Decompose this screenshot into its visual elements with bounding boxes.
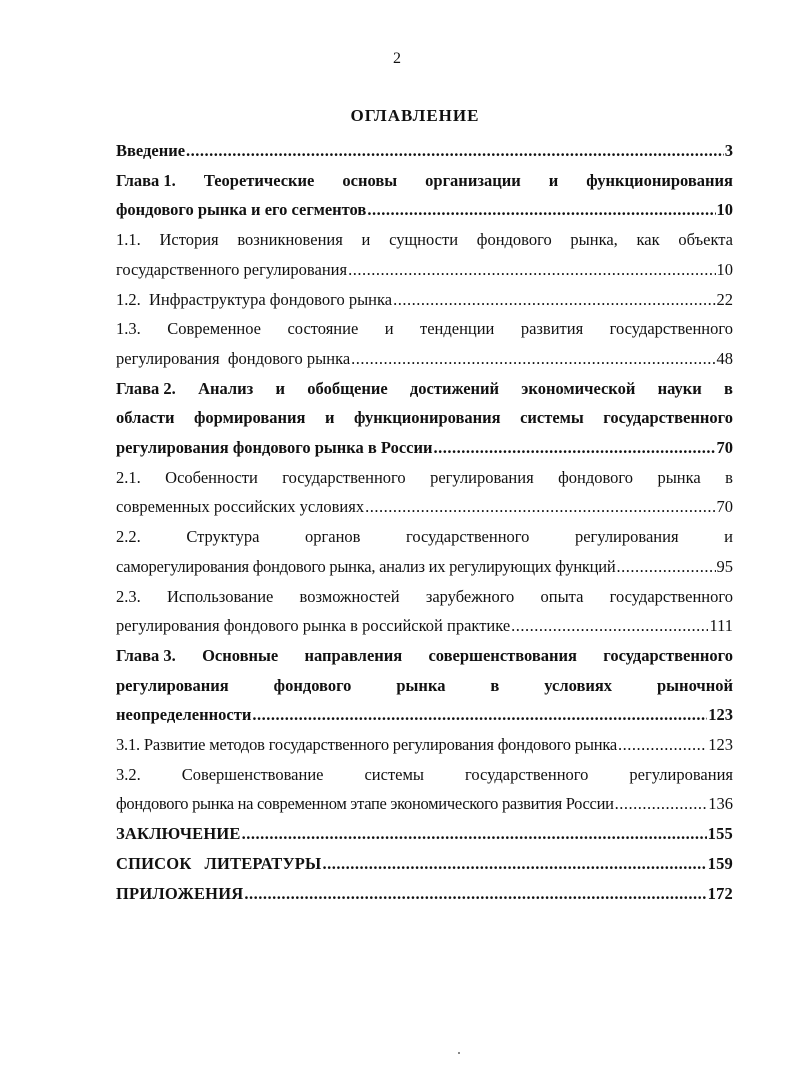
- word: рынка,: [570, 230, 618, 250]
- toc-entry-title: СПИСОК ЛИТЕРАТУРЫ: [116, 853, 322, 873]
- toc-entry-title: фондового рынка на современном этапе экономического развития России: [116, 794, 614, 814]
- toc-entry-line: [116, 374, 733, 404]
- toc-entry-page: 111: [709, 616, 733, 636]
- toc-entry-line: [116, 314, 733, 344]
- toc-entry-conclusion[interactable]: [116, 819, 733, 849]
- toc-entry-references[interactable]: [116, 849, 733, 879]
- toc-entry-appendices[interactable]: [116, 879, 733, 909]
- toc-entry-title: 1.2. Инфраструктура фондового рынка: [116, 289, 393, 309]
- dot-leader: [252, 700, 707, 730]
- word: Анализ: [198, 378, 254, 398]
- dot-leader: [322, 849, 706, 879]
- scan-speck: [458, 1052, 460, 1054]
- word: состояние: [287, 319, 359, 339]
- toc-entry-intro[interactable]: [116, 136, 733, 166]
- dot-leader: [393, 285, 715, 315]
- toc-entry-1-2[interactable]: [116, 285, 733, 315]
- toc-entry-page: 159: [707, 853, 733, 873]
- toc-entry-line: [116, 166, 733, 196]
- dot-leader: [244, 879, 706, 909]
- word: возможностей: [299, 586, 400, 606]
- word: 2.2.: [116, 527, 141, 547]
- word: регулирования: [574, 527, 679, 547]
- toc-entry-line: [116, 760, 733, 790]
- word: и: [548, 170, 559, 190]
- dot-leader: [434, 433, 716, 463]
- toc-entry-3-2[interactable]: [116, 760, 733, 819]
- word: Использование: [166, 586, 274, 606]
- table-of-contents: [116, 136, 733, 908]
- word: функционирования: [353, 408, 501, 428]
- word: Глава 3.: [116, 645, 176, 665]
- word: направления: [304, 645, 403, 665]
- word: государственного: [609, 586, 733, 606]
- toc-entry-title: Введение: [116, 141, 186, 160]
- toc-entry-page: 155: [707, 824, 733, 844]
- toc-entry-title: регулирования фондового рынка в российской практике: [116, 616, 511, 636]
- toc-entry-title: регулирования фондового рынка: [116, 348, 351, 368]
- word: и: [384, 319, 394, 339]
- word: в: [725, 467, 733, 487]
- word: науки: [657, 378, 702, 398]
- word: возникновения: [237, 230, 343, 250]
- toc-entry-chapter-1[interactable]: [116, 166, 733, 225]
- word: фондового: [273, 675, 352, 695]
- toc-entry-title: неопределенности: [116, 705, 252, 725]
- toc-entry-title: саморегулирования фондового рынка, анализ их регулирующих функций: [116, 556, 616, 576]
- word: зарубежного: [425, 586, 515, 606]
- toc-entry-line: [116, 522, 733, 552]
- word: условиях: [544, 675, 613, 695]
- dot-leader: [616, 552, 715, 582]
- toc-entry-3-1[interactable]: [116, 730, 733, 760]
- toc-entry-title: 3.1. Развитие методов государственного регулирования фондового рынка: [116, 735, 618, 755]
- word: фондового: [558, 467, 634, 487]
- word: сущности: [389, 230, 459, 250]
- word: рыночной: [657, 675, 733, 695]
- toc-entry-2-2[interactable]: [116, 522, 733, 581]
- toc-entry-1-3[interactable]: [116, 314, 733, 373]
- word: Современное: [167, 319, 262, 339]
- page-number: 2: [393, 50, 401, 67]
- word: формирования: [194, 408, 306, 428]
- word: рынка: [657, 467, 701, 487]
- word: функционирования: [586, 170, 733, 190]
- word: Глава 2.: [116, 378, 176, 398]
- word: рынка: [396, 675, 446, 695]
- word: государственного: [406, 527, 530, 547]
- word: системы: [520, 408, 584, 428]
- word: экономической: [521, 378, 636, 398]
- word: 2.3.: [116, 586, 141, 606]
- word: в: [490, 675, 500, 695]
- word: 3.2.: [116, 764, 141, 784]
- toc-entry-title: регулирования фондового рынка в России: [116, 438, 433, 458]
- toc-entry-page: 70: [716, 497, 733, 517]
- word: и: [275, 378, 286, 398]
- toc-entry-page: 123: [708, 705, 733, 725]
- dot-leader: [367, 195, 715, 225]
- toc-entry-page: 48: [716, 348, 733, 368]
- dot-leader: [348, 255, 715, 285]
- dot-leader: [618, 730, 707, 760]
- word: регулирования: [430, 467, 534, 487]
- toc-entry-line: [116, 403, 733, 433]
- word: Структура: [186, 527, 260, 547]
- toc-entry-line: [116, 641, 733, 671]
- word: обобщение: [307, 378, 388, 398]
- word: основы: [342, 170, 398, 190]
- word: и: [361, 230, 371, 250]
- dot-leader: [242, 819, 707, 849]
- toc-entry-title: ЗАКЛЮЧЕНИЕ: [116, 824, 241, 844]
- dot-leader: [186, 136, 724, 166]
- word: 2.1.: [116, 467, 141, 487]
- word: как: [636, 230, 660, 250]
- toc-entry-2-1[interactable]: [116, 463, 733, 522]
- toc-entry-2-3[interactable]: [116, 582, 733, 641]
- word: История: [159, 230, 219, 250]
- word: Основные: [202, 645, 279, 665]
- toc-entry-chapter-2[interactable]: [116, 374, 733, 463]
- toc-entry-page: 172: [707, 883, 733, 903]
- toc-entry-page: 123: [708, 735, 733, 755]
- toc-entry-page: 3: [724, 141, 733, 160]
- word: органов: [304, 527, 361, 547]
- dot-leader: [365, 492, 715, 522]
- dot-leader: [615, 789, 708, 819]
- dot-leader: [511, 611, 708, 641]
- toc-entry-page: 22: [716, 289, 733, 309]
- toc-entry-page: 136: [708, 794, 733, 814]
- word: в: [724, 378, 733, 398]
- toc-entry-chapter-3[interactable]: [116, 641, 733, 730]
- word: и: [724, 527, 733, 547]
- word: Теоретические: [203, 170, 315, 190]
- word: государственного: [603, 645, 733, 665]
- toc-entry-title: ПРИЛОЖЕНИЯ: [116, 883, 244, 903]
- toc-entry-page: 10: [716, 200, 733, 220]
- toc-entry-1-1[interactable]: [116, 225, 733, 284]
- word: Совершенствование: [181, 764, 324, 784]
- word: и: [324, 408, 335, 428]
- word: 1.3.: [116, 319, 141, 339]
- word: государственного: [282, 467, 406, 487]
- toc-title: ОГЛАВЛЕНИЕ: [350, 106, 480, 125]
- word: системы: [364, 764, 425, 784]
- word: государственного: [603, 408, 733, 428]
- toc-entry-line: [116, 225, 733, 255]
- word: 1.1.: [116, 230, 141, 250]
- word: Глава 1.: [116, 170, 176, 190]
- word: достижений: [409, 378, 500, 398]
- word: регулирования: [629, 764, 733, 784]
- word: регулирования: [116, 675, 229, 695]
- word: Особенности: [165, 467, 258, 487]
- word: развития: [520, 319, 584, 339]
- toc-entry-line: [116, 582, 733, 612]
- word: организации: [425, 170, 521, 190]
- toc-entry-page: 10: [716, 259, 733, 279]
- toc-entry-line: [116, 671, 733, 701]
- word: совершенствования: [428, 645, 577, 665]
- toc-entry-page: 70: [716, 438, 733, 458]
- word: государственного: [609, 319, 733, 339]
- toc-entry-title: государственного регулирования: [116, 259, 348, 279]
- word: фондового: [476, 230, 552, 250]
- word: объекта: [678, 230, 733, 250]
- dot-leader: [351, 344, 715, 374]
- word: области: [116, 408, 175, 428]
- toc-entry-page: 95: [716, 556, 733, 576]
- word: государственного: [465, 764, 589, 784]
- word: тенденции: [419, 319, 495, 339]
- toc-entry-title: фондового рынка и его сегментов: [116, 200, 367, 220]
- word: опыта: [540, 586, 584, 606]
- toc-entry-title: современных российских условиях: [116, 497, 365, 517]
- toc-entry-line: [116, 463, 733, 493]
